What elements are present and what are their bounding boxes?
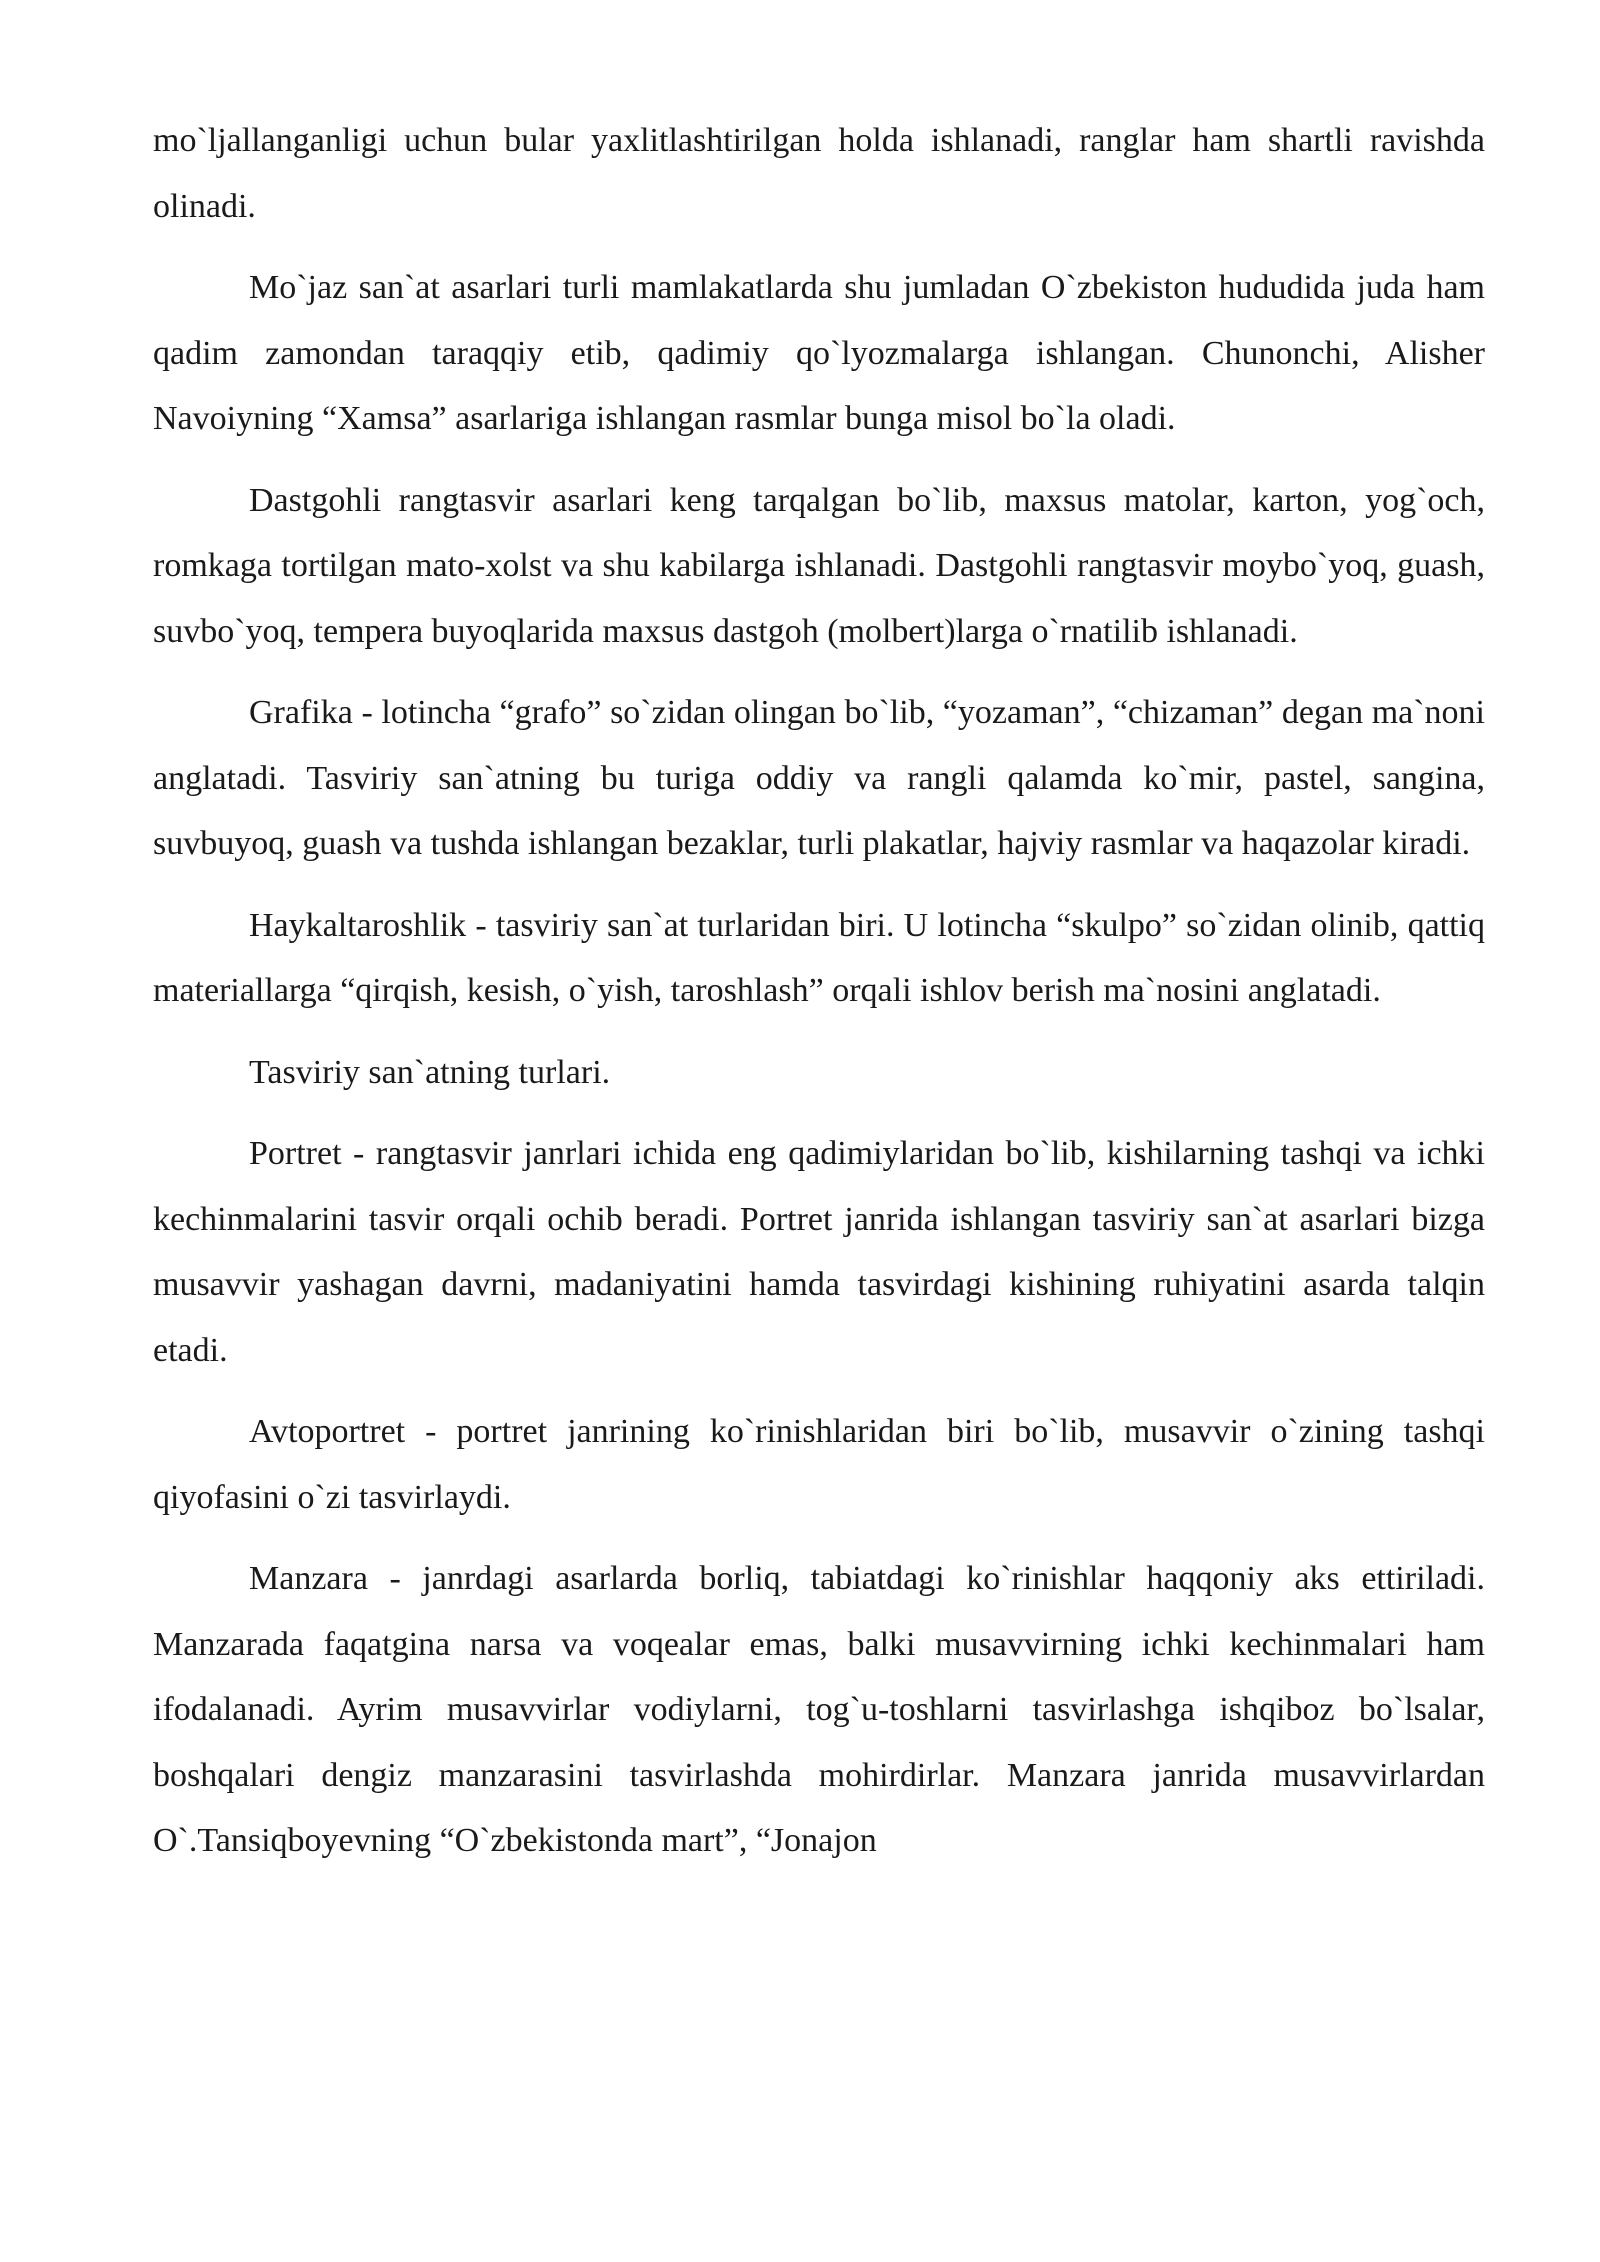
paragraph-heading-turlari: Tasviriy san`atning turlari.	[249, 1053, 611, 1091]
paragraph-dastgohli-rangtasvir: Dastgohli rangtasvir asarlari keng tarqalgan bo`lib, maxsus matolar, karton, yog`och, romkaga tortilgan mato-xolst va shu kabilarga ishlanadi. Dastgohli rangtasvir moybo`yoq, guash, suvbo`yoq, tempera buyoqlarida maxsus dastgoh (molbert)larga o`rnatilib ishlanadi.	[153, 481, 1485, 650]
paragraph-grafika: Grafika - lotincha “grafo” so`zidan olingan bo`lib, “yozaman”, “chizaman” degan ma`noni anglatadi. Tasviriy san`atning bu turiga oddiy va rangli qalamda ko`mir, pastel, sangina, suvbuyoq, guash va tushda ishlangan bezaklar, turli plakatlar, hajviy rasmlar va haqazolar kiradi.	[153, 694, 1485, 862]
document-body	[153, 108, 1485, 1890]
paragraph-avtoportret: Avtoportret - portret janrining ko`rinishlaridan biri bo`lib, musavvir o`zining tashqi qiyofasini o`zi tasvirlaydi.	[153, 1413, 1485, 1516]
paragraph-haykaltaroshlik: Haykaltaroshlik - tasviriy san`at turlaridan biri. U lotincha “skulpo” so`zidan olinib, qattiq materiallarga “qirqish, kesish, o`yish, taroshlash” orqali ishlov berish ma`nosini anglatadi.	[153, 906, 1485, 1009]
paragraph-portret: Portret - rangtasvir janrlari ichida eng qadimiylaridan bo`lib, kishilarning tashqi va ichki kechinmalarini tasvir orqali ochib beradi. Portret janrida ishlangan tasviriy san`at asarlari bizga musavvir yashagan davrni, madaniyatini hamda tasvirdagi kishining ruhiyatini asarda talqin etadi.	[153, 1135, 1485, 1369]
paragraph-manzara: Manzara - janrdagi asarlarda borliq, tabiatdagi ko`rinishlar haqqoniy aks ettiriladi. Manzarada faqatgina narsa va voqealar emas, balki musavvirning ichki kechinmalari ham ifodalanadi. Ayrim musavvirlar vodiylarni, tog`u-toshlarni tasvirlashga ishqiboz bo`lsalar, boshqalari dengiz manzarasini tasvirlashda mohirdirlar. Manzara janrida musavvirlardan O`.Tansiqboyevning “O`zbekistonda mart”, “Jonajon	[153, 1560, 1485, 1859]
paragraph-mojaz-sanat: Mo`jaz san`at asarlari turli mamlakatlarda shu jumladan O`zbekiston hududida juda ham qadim zamondan taraqqiy etib, qadimiy qo`lyozmalarga ishlangan. Chunonchi, Alisher Navoiyning “Xamsa” asarlariga ishlangan rasmlar bunga misol bo`la oladi.	[153, 269, 1485, 437]
paragraph-continuation: mo`ljallanganligi uchun bular yaxlitlashtirilgan holda ishlanadi, ranglar ham shartli ravishda olinadi.	[153, 122, 1485, 225]
